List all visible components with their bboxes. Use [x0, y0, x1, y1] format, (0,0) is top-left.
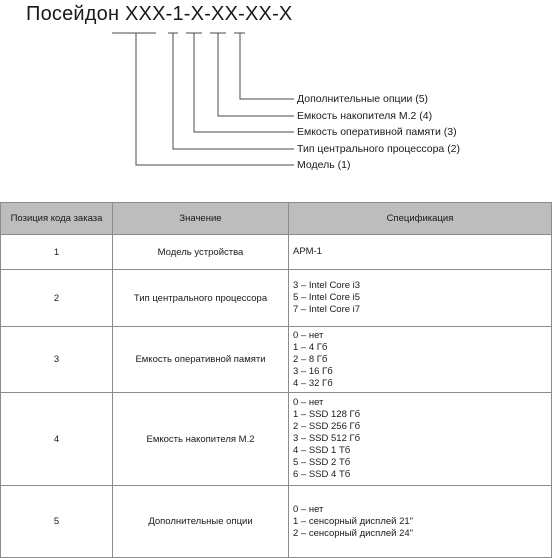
- row-position: 4: [1, 393, 113, 486]
- table-row: [1, 270, 552, 327]
- row-name: Модель устройства: [113, 235, 289, 270]
- option-item: 4 – SSD 1 Тб: [293, 445, 351, 456]
- row-name: Емкость оперативной памяти: [113, 327, 289, 393]
- leader-ram: [194, 33, 294, 132]
- row-position: 1: [1, 235, 113, 270]
- option-item: 3 – SSD 512 Гб: [293, 433, 361, 444]
- row-name: Тип центрального процессора: [113, 270, 289, 327]
- row-options: [289, 393, 552, 486]
- option-item: 3 – 16 Гб: [293, 365, 333, 377]
- option-item: АРМ-1: [293, 246, 322, 257]
- code-part-cpu: Тип центрального процессора (2): [297, 143, 461, 155]
- code-part-model: Модель (1): [297, 159, 351, 171]
- code-part-ram: Емкость оперативной памяти (3): [297, 126, 457, 138]
- option-item: 4 – 32 Гб: [293, 377, 333, 389]
- row-name: Дополнительные опции: [113, 486, 289, 558]
- row-position: 3: [1, 327, 113, 393]
- table-row: [1, 235, 552, 270]
- code-part-options: Дополнительные опции (5): [297, 93, 429, 105]
- order-code-table: [0, 202, 552, 558]
- row-options: [289, 235, 552, 270]
- header-position: Позиция кода заказа: [1, 203, 113, 235]
- code-breakdown-diagram: [0, 0, 552, 200]
- option-item: 0 – нет: [293, 329, 324, 341]
- table-row: [1, 486, 552, 558]
- header-value: Значение: [113, 203, 289, 235]
- leader-m2: [218, 33, 294, 116]
- option-item: 1 – 4 Гб: [293, 341, 328, 353]
- row-name: Емкость накопителя М.2: [113, 393, 289, 486]
- table-row: [1, 393, 552, 486]
- table-row: [1, 327, 552, 393]
- option-item: 2 – сенсорный дисплей 24": [293, 527, 414, 539]
- row-position: 2: [1, 270, 113, 327]
- option-item: 5 – SSD 2 Тб: [293, 457, 351, 468]
- option-item: 1 – SSD 128 Гб: [293, 409, 361, 420]
- row-options: [289, 327, 552, 393]
- leader-options: [240, 33, 294, 99]
- code-part-m2: Емкость накопителя М.2 (4): [297, 110, 433, 122]
- option-item: 2 – 8 Гб: [293, 353, 328, 365]
- option-item: 5 – Intel Core i5: [293, 292, 361, 303]
- option-item: 7 – Intel Core i7: [293, 304, 361, 315]
- model-code-title: Посейдон XXX-1-X-XX-XX-X: [26, 3, 293, 25]
- row-options: [289, 486, 552, 558]
- option-item: 1 – сенсорный дисплей 21": [293, 515, 414, 527]
- option-item: 0 – нет: [293, 397, 324, 408]
- option-item: 0 – нет: [293, 503, 324, 515]
- row-position: 5: [1, 486, 113, 558]
- row-options: [289, 270, 552, 327]
- header-specification: Спецификация: [289, 203, 552, 235]
- option-item: 3 – Intel Core i3: [293, 280, 361, 291]
- table-header-row: [1, 203, 552, 235]
- option-item: 6 – SSD 4 Тб: [293, 469, 351, 480]
- option-item: 2 – SSD 256 Гб: [293, 421, 361, 432]
